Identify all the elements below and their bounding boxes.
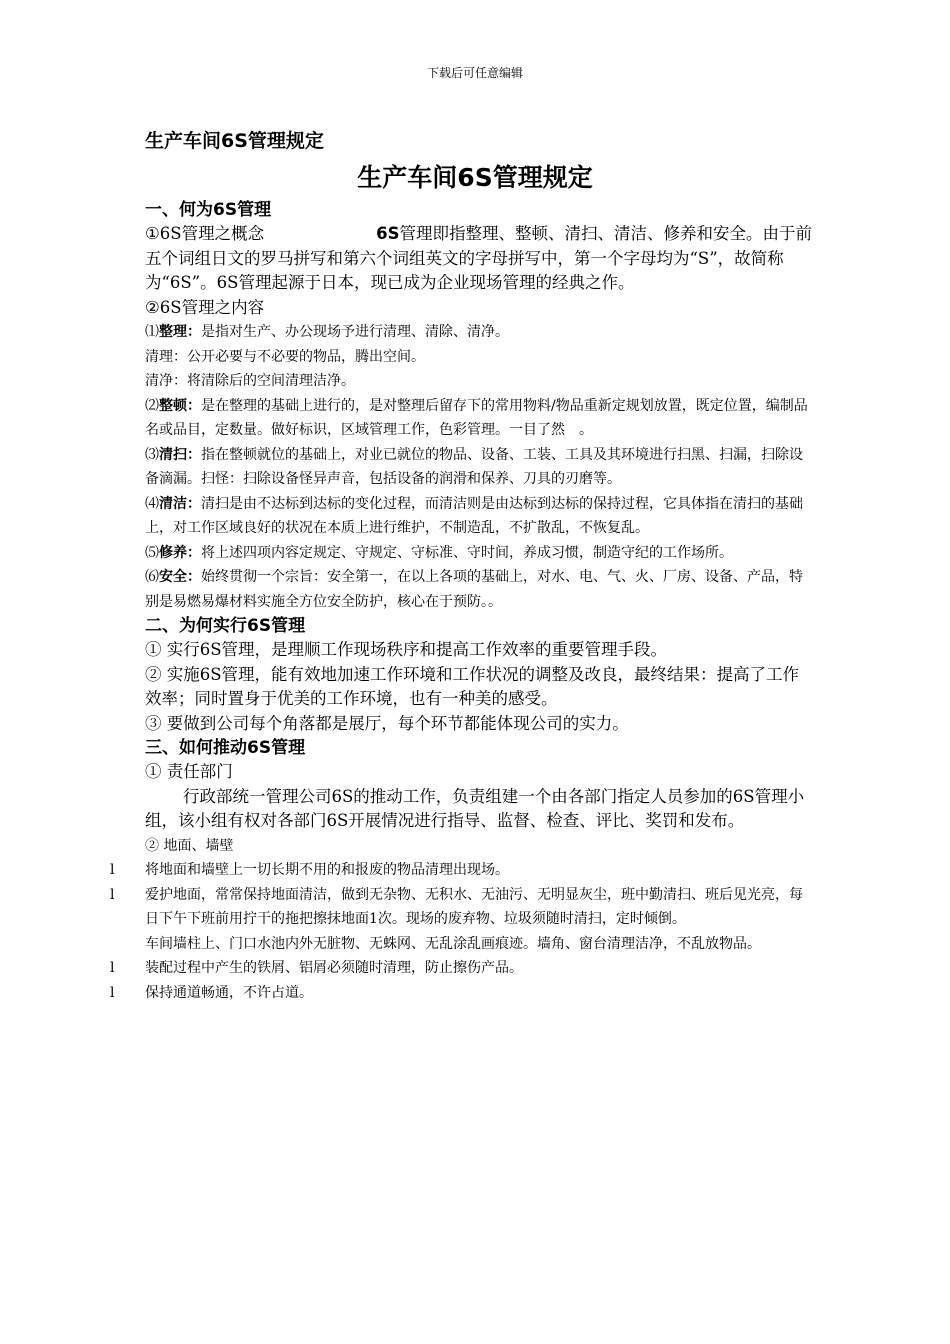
content-item [145, 443, 815, 492]
concept-paragraph [145, 222, 815, 296]
item-number: ⑷ [145, 495, 159, 512]
document-body [110, 198, 815, 1005]
bullet-marker: l [110, 984, 115, 1001]
section-3-heading: 三、如何推动6S管理 [145, 738, 306, 758]
concept-label: ①6S管理之概念 [145, 224, 265, 243]
concept-text: 管理即指整理、整顿、清扫、清洁、修养和安全。由于前五个词组日文的罗马拼写和第六个词组英文的字母拼写中，第一个字母均为“S”，故简称为“6S”。6S管理起源于日本，现已成为企业现场管理的经典之作。 [145, 224, 812, 292]
item-term: 修养： [159, 544, 201, 561]
bullet-text: 爱护地面，常常保持地面清洁，做到无杂物、无积水、无油污、无明显灰尘，班中勤清扫、班后见光亮，每日下午下班前用拧干的拖把擦抹地面1次。现场的废弃物、垃圾须随时清扫，定时倾倒。 [145, 886, 803, 927]
content-item [145, 320, 815, 345]
item-number: ⑶ [145, 446, 159, 463]
content-label: ②6S管理之内容 [145, 297, 265, 317]
item-text: 指在整顿就位的基础上，对业已就位的物品、设备、工装、工具及其环境进行扫黑、扫漏，扫除设备滴漏。扫怪：扫除设备怪异声音，包括设备的润滑和保养、刀具的刃磨等。 [145, 446, 803, 487]
item-term: 安全： [159, 569, 201, 585]
item-number: ⑹ [145, 569, 159, 585]
item-text: 是在整理的基础上进行的，是对整理后留存下的常用物料/物品重新定规划放置，既定位置，编制品名或品目，定数量。做好标识，区域管理工作，色彩管理。一目了然 。 [145, 397, 808, 438]
bullet-text: 装配过程中产生的铁屑、铝屑必须随时清理，防止擦伤产品。 [145, 960, 523, 976]
content-item [145, 394, 815, 443]
item-text: 将上述四项内容定规定、守规定、守标准、守时间，养成习惯，制造守纪的工作场所。 [201, 544, 733, 561]
bullet-item [110, 956, 815, 981]
content-item: 清净：将清除后的空间清理洁净。 [145, 373, 355, 389]
bullet-text: 将地面和墙壁上一切长期不用的和报废的物品清理出现场。 [145, 862, 509, 878]
document-heading: 生产车间6S管理规定 [145, 130, 324, 152]
section-1-heading: 一、何为6S管理 [145, 200, 272, 220]
item-number: ⑵ [145, 397, 159, 414]
item-term: 整理： [159, 324, 201, 340]
reason-point: ① 实行6S管理，是理顺工作现场秩序和提高工作效率的重要管理手段。 [145, 640, 668, 659]
page-header: 下载后可任意编辑 [426, 66, 523, 80]
item-term: 整顿： [159, 397, 201, 414]
reason-point: ③ 要做到公司每个角落都是展厅，每个环节都能体现公司的实力。 [145, 713, 629, 733]
bullet-marker: l [110, 862, 115, 878]
bullet-marker: l [110, 886, 115, 903]
item-number: ⑸ [145, 544, 159, 561]
bullet-marker: l [110, 960, 115, 976]
bullet-item [110, 883, 815, 932]
content-item: 清理：公开必要与不必要的物品，腾出空间。 [145, 348, 425, 365]
content-item [145, 565, 815, 614]
bullet-item [110, 858, 815, 883]
section-2-heading: 二、为何实行6S管理 [145, 616, 306, 636]
floor-label: ② 地面、墙壁 [145, 837, 234, 854]
item-text: 清扫是由不达标到达标的变化过程，而清洁则是由达标到达标的保持过程，它具体指在清扫的基础上，对工作区域良好的状况在本质上进行维护，不制造乱，不扩散乱，不恢复乱。 [145, 495, 803, 536]
bullet-text: 车间墙柱上、门口水池内外无脏物、无蛛网、无乱涂乱画痕迹。墙角、窗台清理洁净，不乱放物品。 [145, 935, 761, 952]
item-text: 是指对生产、办公现场予进行清理、清除、清净。 [201, 324, 509, 340]
document-title: 生产车间6S管理规定 [357, 163, 593, 192]
bullet-item [145, 932, 815, 957]
dept-paragraph: 行政部统一管理公司6S的推动工作，负责组建一个由各部门指定人员参加的6S管理小组，该小组有权对各部门6S开展情况进行指导、监督、检查、评比、奖罚和发布。 [145, 786, 805, 830]
item-term: 清洁： [159, 495, 201, 512]
item-term: 清扫： [159, 446, 201, 463]
bullet-text: 保持通道畅通，不许占道。 [145, 984, 313, 1001]
concept-bold: 6S [376, 224, 400, 243]
bullet-item [110, 981, 815, 1006]
content-item [145, 492, 815, 541]
reason-point: ② 实施6S管理，能有效地加速工作环境和工作状况的调整及改良，最终结果：提高了工作效率；同时置身于优美的工作环境，也有一种美的感受。 [145, 664, 800, 708]
content-item [145, 541, 815, 566]
item-number: ⑴ [145, 324, 159, 340]
dept-label: ① 责任部门 [145, 762, 233, 781]
item-text: 始终贯彻一个宗旨：安全第一，在以上各项的基础上，对水、电、气、火、厂房、设备、产品，特别是易燃易爆材料实施全方位安全防护，核心在于预防。。 [145, 569, 803, 610]
